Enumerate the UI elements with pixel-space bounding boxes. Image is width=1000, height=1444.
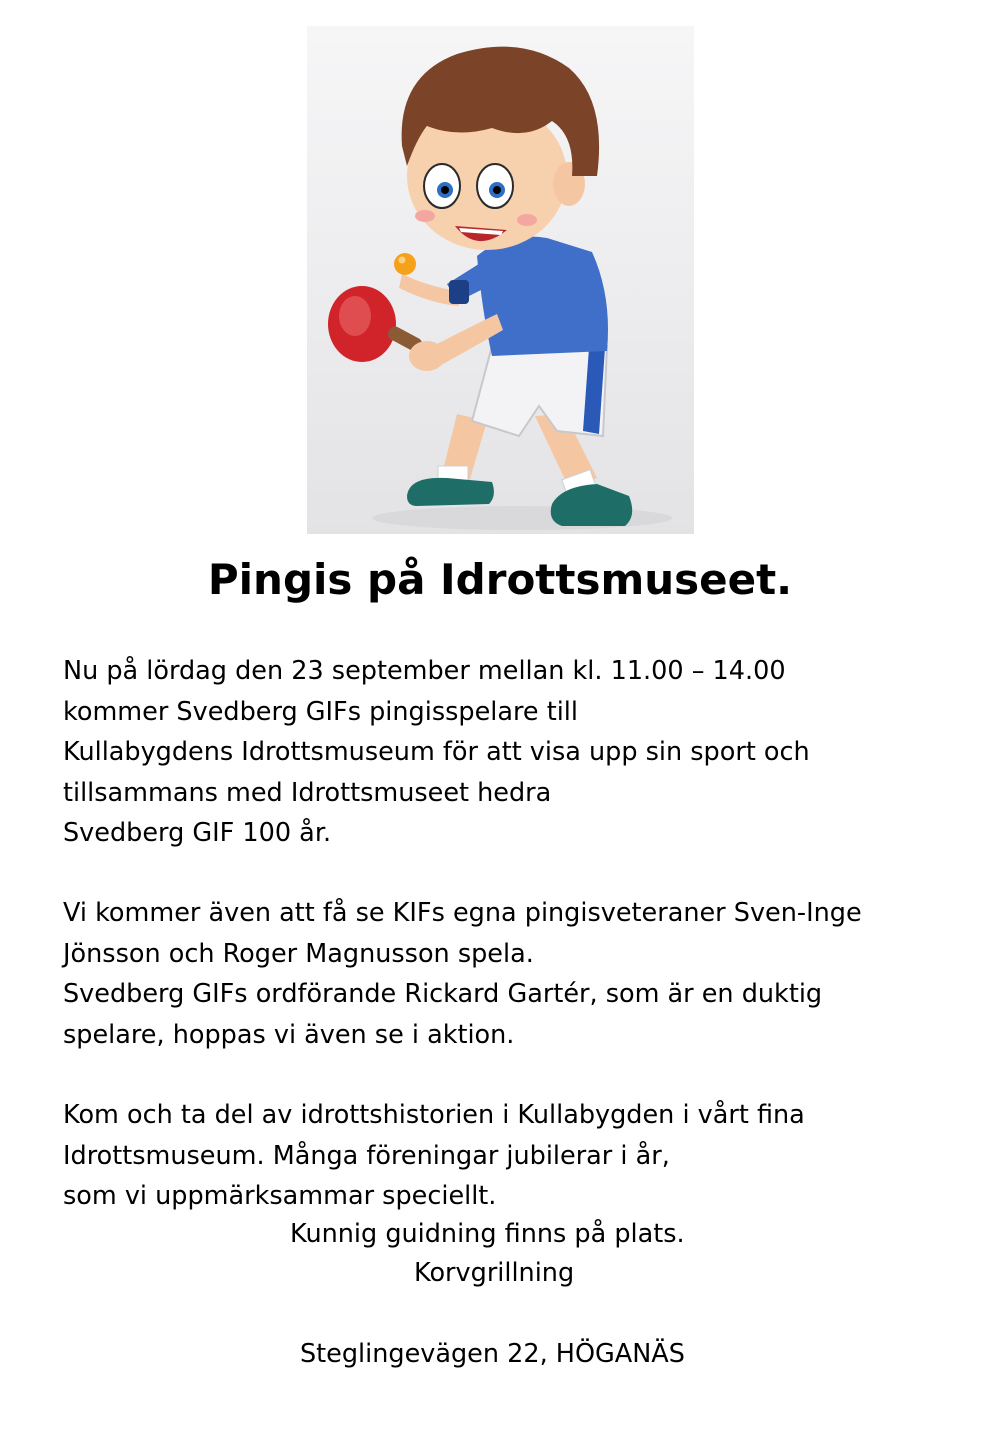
text-line: tillsammans med Idrottsmuseet hedra bbox=[63, 777, 552, 808]
invitation-paragraph bbox=[63, 1095, 805, 1217]
grill-note: Korvgrillning bbox=[414, 1258, 575, 1288]
text-line: som vi uppmärksammar speciellt. bbox=[63, 1181, 497, 1211]
text-line: Svedberg GIF 100 år. bbox=[63, 818, 332, 848]
text-line: Jönsson och Roger Magnusson spela. bbox=[63, 938, 534, 969]
text-line: Kom och ta del av idrottshistorien i Kullabygden i vårt fina bbox=[63, 1100, 805, 1130]
text-line: spelare, hoppas vi även se i aktion. bbox=[63, 1019, 515, 1050]
text-line: Svedberg GIFs ordförande Rickard Gartér, som är en duktig bbox=[63, 979, 823, 1009]
address: Steglingevägen 22, HÖGANÄS bbox=[300, 1339, 685, 1369]
text-line: kommer Svedberg GIFs pingisspelare till bbox=[63, 696, 578, 727]
veterans-paragraph bbox=[63, 893, 862, 1055]
text-line: Kullabygdens Idrottsmuseum för att visa upp sin sport och bbox=[63, 737, 810, 767]
page-title: Pingis på Idrottsmuseet. bbox=[207, 555, 793, 604]
intro-paragraph bbox=[63, 651, 810, 854]
text-line: Vi kommer även att få se KIFs egna pingisveteraner Sven-Inge bbox=[63, 898, 862, 928]
text-line: Nu på lördag den 23 september mellan kl. 11.00 – 14.00 bbox=[63, 656, 786, 686]
text-line: Idrottsmuseum. Många föreningar jubilerar i år, bbox=[63, 1140, 670, 1171]
guiding-note: Kunnig guidning finns på plats. bbox=[290, 1219, 685, 1249]
table-tennis-boy-illustration bbox=[307, 26, 694, 534]
